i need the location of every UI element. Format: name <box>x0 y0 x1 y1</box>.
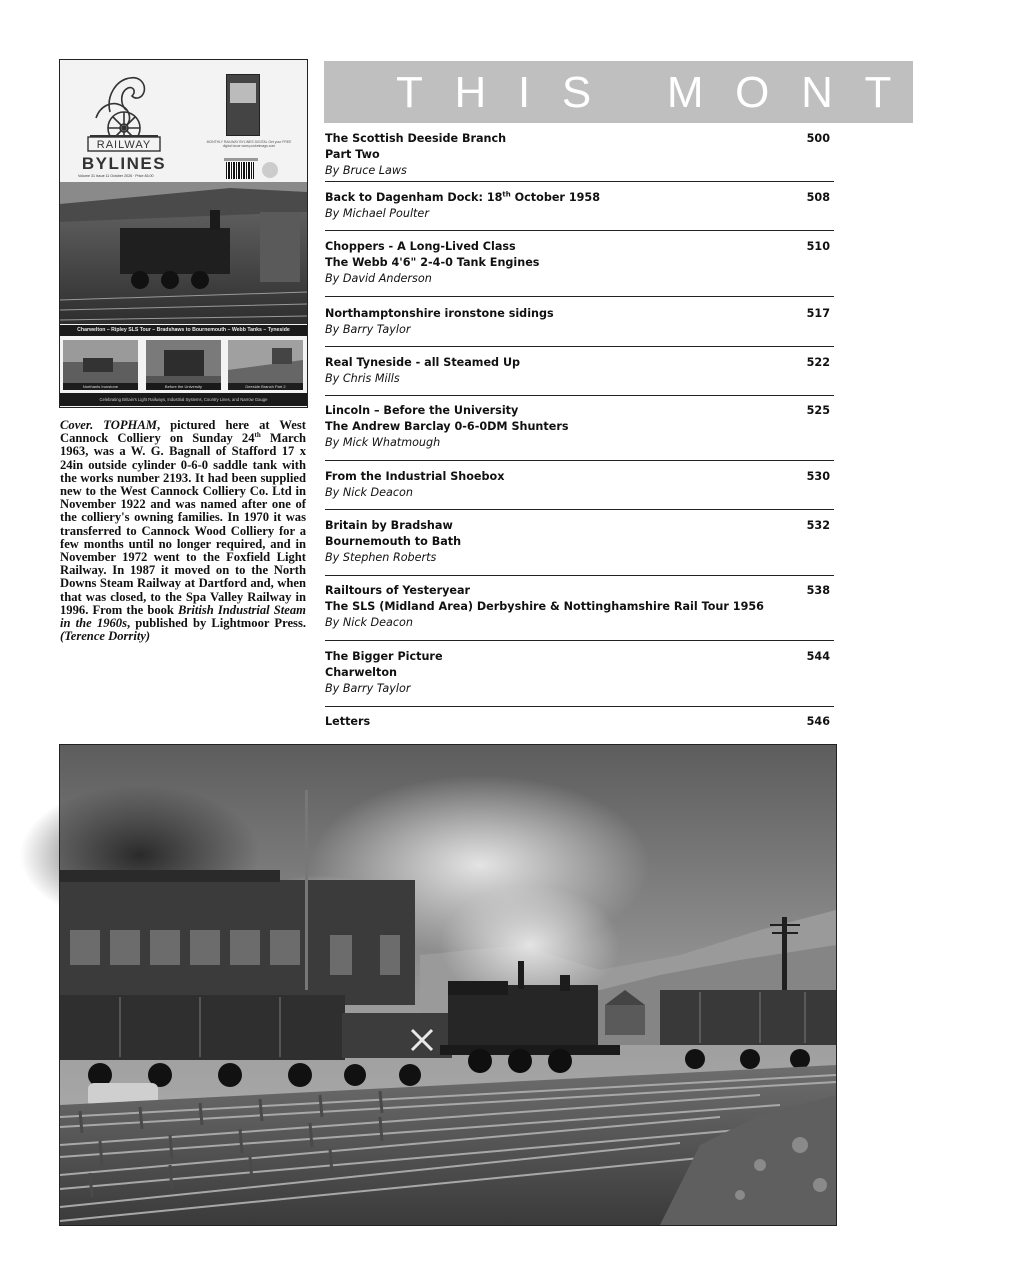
toc-subtitle: The Andrew Barclay 0-6-0DM Shunters <box>325 420 569 433</box>
toc-page-number: 530 <box>806 470 830 483</box>
cover-thumb-caption: Before the University <box>146 383 221 390</box>
toc-title: Railtours of Yesteryear <box>325 584 471 597</box>
toc-entry[interactable] <box>325 641 834 707</box>
railway-bylines-logo <box>66 66 186 184</box>
isbn-line <box>224 158 258 161</box>
toc-title <box>325 190 834 206</box>
cover-main-photo <box>60 182 307 324</box>
toc-entry[interactable] <box>325 396 834 461</box>
toc-subtitle: Charwelton <box>325 666 397 679</box>
toc-page-number: 544 <box>806 650 830 663</box>
cover-thumb-caption: Deeside Branch Part 2 <box>228 383 303 390</box>
publisher-logo-icon <box>262 162 278 178</box>
cover-logo-bottom: BYLINES <box>81 154 167 173</box>
toc-title: Northamptonshire ironstone sidings <box>325 307 554 320</box>
toc-page-number: 546 <box>806 715 830 728</box>
toc-author: By Bruce Laws <box>325 164 407 177</box>
toc-author: By Mick Whatmough <box>325 436 441 449</box>
toc-subtitle: The SLS (Midland Area) Derbyshire & Nottinghamshire Rail Tour 1956 <box>325 600 764 613</box>
contents-list <box>325 126 834 735</box>
cover-issue-line: Volume 31 Issue 11 October 2026 · Price £6.00 <box>78 174 154 178</box>
toc-page-number: 508 <box>806 191 830 204</box>
toc-page-number: 525 <box>806 404 830 417</box>
toc-author: By Barry Taylor <box>325 682 411 695</box>
toc-subtitle: The Webb 4'6" 2-4-0 Tank Engines <box>325 256 540 269</box>
toc-title: The Bigger Picture <box>325 650 443 663</box>
caption-lead: Cover. <box>60 418 94 432</box>
cover-logo-top: RAILWAY <box>96 139 152 151</box>
toc-page-number: 532 <box>806 519 830 532</box>
toc-title: Choppers - A Long-Lived Class <box>325 240 516 253</box>
cover-thumb-university <box>146 340 221 390</box>
toc-entry[interactable] <box>325 126 834 182</box>
photo-scene <box>60 745 836 1225</box>
toc-title: Letters <box>325 715 371 728</box>
cover-thumb-ironstone <box>63 340 138 390</box>
cover-thumb-caption: Northants Ironstone <box>63 383 138 390</box>
toc-entry[interactable] <box>325 461 834 510</box>
caption-book-title: British Industrial Steam in the 1960s <box>60 602 306 631</box>
cover-contents-strip: Charwelton – Ripley SLS Tour – Bradshaws to Bournemouth – Webb Tanks – Tyneside <box>60 325 307 336</box>
toc-author: By Stephen Roberts <box>325 551 437 564</box>
caption-text-2: March 1963, was a W. G. Bagnall of Stafford 17 x 24in outside cylinder 0-6-0 saddle tank with the works number 2193. It had been supplied new to the West Cannock Colliery Co. Ltd in November 1922 and was named after one of the colliery's owning families. In 1970 it was transferred to Cannock Wood Colliery for a few months until no longer required, and in November 1972 went to the Foxfield Light Railway. In 1987 it moved on to the North Downs Steam Railway at Dartford and, when that was closed, to the Spa Valley Railway in 1996. From the book <box>60 431 306 617</box>
toc-title: Real Tyneside - all Steamed Up <box>325 356 521 369</box>
toc-page-number: 517 <box>806 307 830 320</box>
cover-caption <box>60 419 306 643</box>
toc-author: By Nick Deacon <box>325 486 413 499</box>
toc-title: The Scottish Deeside Branch <box>325 132 507 145</box>
cover-tagline-strip: Celebrating Britain's Light Railways, Industrial Systems, Country Lines, and Narrow Gauge <box>60 393 307 406</box>
toc-entry[interactable] <box>325 510 834 576</box>
charwelton-photo <box>59 744 837 1226</box>
caption-text-1: , pictured here at West Cannock Colliery on Sunday 24 <box>60 418 306 446</box>
toc-entry[interactable] <box>325 182 834 231</box>
barcode-icon <box>226 162 254 179</box>
toc-entry[interactable] <box>325 707 834 735</box>
caption-text-3: , published by Lightmoor Press. <box>127 616 306 631</box>
toc-title: From the Industrial Shoebox <box>325 470 505 483</box>
toc-author: By Nick Deacon <box>325 616 413 629</box>
toc-subtitle: Part Two <box>325 148 380 161</box>
toc-author: By David Anderson <box>325 272 432 285</box>
toc-entry[interactable] <box>325 231 834 297</box>
caption-engine-name: TOPHAM <box>103 418 157 432</box>
toc-entry[interactable] <box>325 576 834 641</box>
toc-page-number: 500 <box>806 132 830 145</box>
toc-author: By Chris Mills <box>325 372 400 385</box>
toc-subtitle: Bournemouth to Bath <box>325 535 462 548</box>
toc-title: Lincoln – Before the University <box>325 404 519 417</box>
this-month-banner <box>324 61 1027 123</box>
banner-title: THIS MONTH' <box>396 68 1027 117</box>
toc-title: Britain by Bradshaw <box>325 519 453 532</box>
cover-promo-text: MONTHLY RAILWAY BYLINES DIGITAL Get your FREE digital issue www.pocketmags.com <box>206 140 292 149</box>
toc-author: By Barry Taylor <box>325 323 411 336</box>
toc-entry[interactable] <box>325 297 834 347</box>
toc-page-number: 522 <box>806 356 830 369</box>
toc-page-number: 510 <box>806 240 830 253</box>
toc-title-part: October 1958 <box>510 191 600 204</box>
digital-edition-thumbnail <box>226 74 260 136</box>
toc-entry[interactable] <box>325 347 834 396</box>
toc-title-part: Back to Dagenham Dock: 18 <box>325 191 503 204</box>
toc-title-sup: th <box>502 190 511 199</box>
toc-author: By Michael Poulter <box>325 207 429 220</box>
caption-sup: th <box>254 431 261 440</box>
cover-thumbnail <box>59 59 308 408</box>
caption-photo-credit: (Terence Dorrity) <box>60 629 151 644</box>
cover-thumb-deeside <box>228 340 303 390</box>
toc-page-number: 538 <box>806 584 830 597</box>
